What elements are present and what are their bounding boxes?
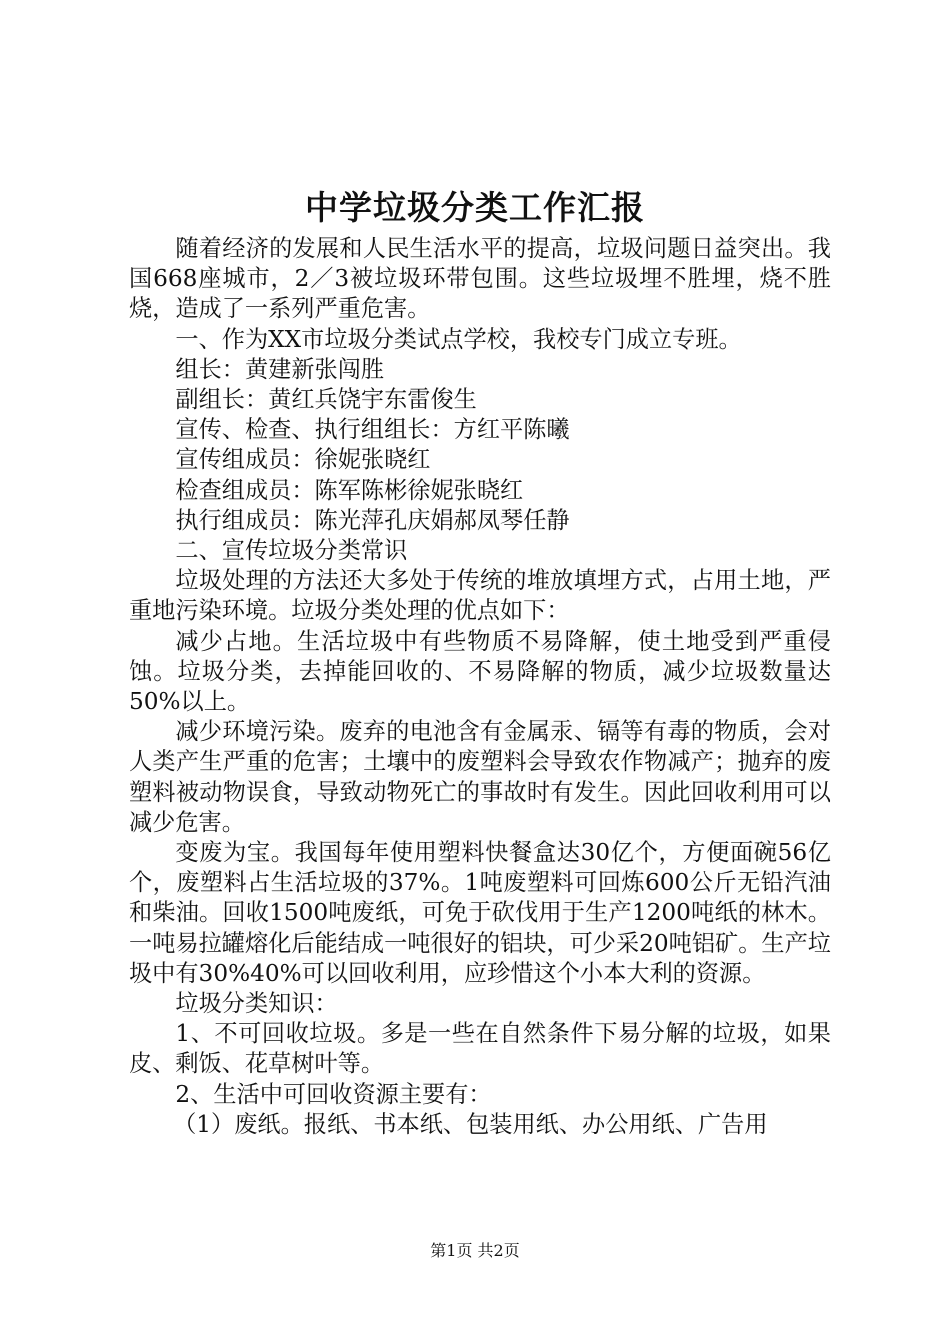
paragraph-reduce-land: 减少占地。生活垃圾中有些物质不易降解，使土地受到严重侵蚀。垃圾分类，去掉能回收的、不易降解的物质，减少垃圾数量达50%以上。 — [129, 627, 831, 716]
paragraph-intro: 随着经济的发展和人民生活水平的提高，垃圾问题日益突出。我国668座城市，2／3被垃圾环带包围。这些垃圾埋不胜埋，烧不胜烧，造成了一系列严重危害。 — [129, 235, 831, 323]
section-heading-1: 一、作为XX市垃圾分类试点学校，我校专门成立专班。 — [175, 325, 742, 353]
team-deputy-leader: 副组长：黄红兵饶宇东雷俊生 — [175, 386, 477, 414]
team-inspection-members: 检查组成员：陈军陈彬徐妮张晓红 — [175, 476, 524, 504]
team-group-leaders: 宣传、检查、执行组组长：方红平陈曦 — [175, 416, 570, 444]
paragraph-waste-paper: （1）废纸。报纸、书本纸、包装用纸、办公用纸、广告用 — [173, 1110, 768, 1138]
paragraph-waste-to-treasure: 变废为宝。我国每年使用塑料快餐盒达30亿个，方便面碗56亿个，废塑料占生活垃圾的37%。1吨废塑料可回炼600公斤无铅汽油和柴油。回收1500吨废纸，可免于砍伐用于生产1200吨纸的林木。一吨易拉罐熔化后能结成一吨很好的铝块，可少采20吨铝矿。生产垃圾中有30%40%可以回收利用，应珍惜这个小本大利的资源。 — [129, 839, 831, 987]
paragraph-disposal: 垃圾处理的方法还大多处于传统的堆放填埋方式，占用土地，严重地污染环境。垃圾分类处理的优点如下： — [129, 567, 831, 625]
team-execution-members: 执行组成员：陈光萍孔庆娟郝凤琴任静 — [175, 506, 570, 534]
paragraph-knowledge-heading: 垃圾分类知识： — [175, 990, 338, 1018]
section-heading-2: 二、宣传垃圾分类常识 — [175, 537, 408, 565]
paragraph-reduce-pollution: 减少环境污染。废弃的电池含有金属汞、镉等有毒的物质，会对人类产生严重的危害；土壤中的废塑料会导致农作物减产；抛弃的废塑料被动物误食，导致动物死亡的事故时有发生。因此回收利用可以减少危害。 — [129, 718, 831, 836]
team-leader: 组长：黄建新张闯胜 — [175, 355, 385, 383]
team-publicity-members: 宣传组成员：徐妮张晓红 — [175, 446, 431, 474]
paragraph-non-recyclable: 1、不可回收垃圾。多是一些在自然条件下易分解的垃圾，如果皮、剩饭、花草树叶等。 — [129, 1020, 831, 1078]
page-footer: 第1页 共2页 — [430, 1241, 520, 1260]
document-title: 中学垃圾分类工作汇报 — [305, 188, 645, 227]
paragraph-recyclable: 2、生活中可回收资源主要有： — [175, 1080, 492, 1108]
document-body — [129, 234, 831, 1140]
